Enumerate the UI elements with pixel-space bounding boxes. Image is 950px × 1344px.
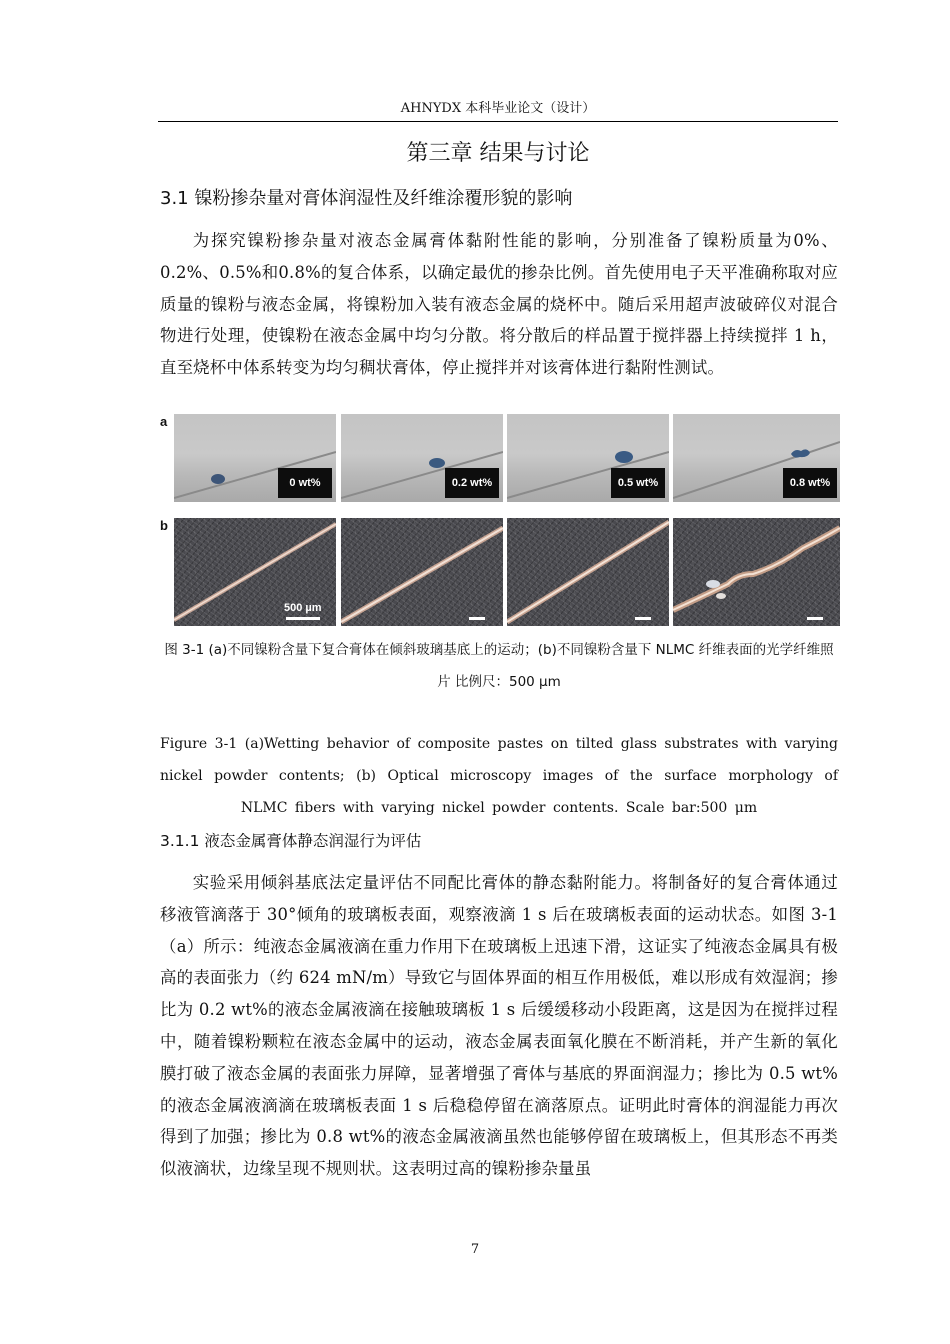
body-paragraph-2: 实验采用倾斜基底法定量评估不同配比膏体的静态黏附能力。将制备好的复合膏体通过移液管滴落于 30°倾角的玻璃板表面，观察液滴 1 s 后在玻璃板表面的运动状态。如图 3-1（a）所示：纯液态金属液滴在重力作用下在玻璃板上迅速下滑，这证实了纯液态金属具有极高的表面张力（约 624 mN/m）导致它与固体界面的相互作用极低，难以形成有效湿润；掺比为 0.2 wt%的液态金属液滴在接触玻璃板 1 s 后缓缓移动小段距离，这是因为在搅拌过程中，随着镍粉颗粒在液态金属中的运动，液态金属表面氧化膜在不断消耗，并产生新的氧化膜打破了液态金属的表面张力屏障，显著增强了膏体与基底的界面润湿力；掺比为 0.5 wt%的液态金属液滴滴在玻璃板表面 1 s 后稳稳停留在滴落原点。证明此时膏体的润湿能力再次得到了加强；掺比为 0.8 wt%的液态金属液滴虽然也能够停留在玻璃板上，但其形态不再类似液滴状，边缘呈现不规则状。这表明过高的镍粉掺杂量虽 — [160, 873, 838, 1179]
fiber-photo-3 — [673, 518, 840, 626]
figure-caption-zh: 图 3-1 (a)不同镍粉含量下复合膏体在倾斜玻璃基底上的运动；(b)不同镍粉含量下 NLMC 纤维表面的光学纤维照片 比例尺：500 μm — [164, 642, 834, 690]
fiber-photo-0 — [174, 518, 336, 626]
wetting-photo-0 — [174, 414, 336, 502]
scale-bar — [469, 617, 485, 620]
section-title: 3.1 镍粉掺杂量对膏体润湿性及纤维涂覆形貌的影响 — [160, 188, 573, 209]
subsection-title: 3.1.1 液态金属膏体静态润湿行为评估 — [160, 832, 422, 850]
wt-label-2: 0.5 wt% — [611, 468, 665, 498]
scale-bar — [635, 617, 651, 620]
wetting-photo-2 — [507, 414, 669, 502]
scale-bar — [807, 617, 823, 620]
body-paragraph-1: 为探究镍粉掺杂量对液态金属膏体黏附性能的影响，分别准备了镍粉质量为0%、0.2%、0.5%和0.8%的复合体系，以确定最优的掺杂比例。首先使用电子天平准确称取对应质量的镍粉与液态金属，将镍粉加入装有液态金属的烧杯中。随后采用超声波破碎仪对混合物进行处理，使镍粉在液态金属中均匀分散。将分散后的样品置于搅拌器上持续搅拌 1 h，直至烧杯中体系转变为均匀稠状膏体，停止搅拌并对该膏体进行黏附性测试。 — [160, 231, 838, 378]
figure-3-1 — [160, 414, 840, 626]
wt-label-1: 0.2 wt% — [445, 468, 499, 498]
page-number: 7 — [470, 1242, 480, 1257]
scale-bar — [286, 617, 320, 620]
figure-caption-en: Figure 3-1 (a)Wetting behavior of composite pastes on tilted glass substrates with varying nickel powder contents; (b) Optical microscopy images of the surface morphology of NLMC fibers with varying nickel powder contents. Scale bar:500 μm — [160, 736, 838, 816]
wetting-photo-1 — [341, 414, 503, 502]
running-header: AHNYDX 本科毕业论文（设计） — [158, 100, 838, 122]
scale-bar-label: 500 µm — [284, 602, 322, 614]
panel-b-label: b — [160, 518, 168, 533]
fiber-photo-1 — [341, 518, 503, 626]
wetting-photo-3 — [673, 414, 840, 502]
fiber-photo-2 — [507, 518, 669, 626]
panel-a-label: a — [160, 414, 168, 429]
wt-label-3: 0.8 wt% — [783, 468, 837, 498]
wt-label-0: 0 wt% — [278, 468, 332, 498]
chapter-title: 第三章 结果与讨论 — [406, 141, 590, 166]
